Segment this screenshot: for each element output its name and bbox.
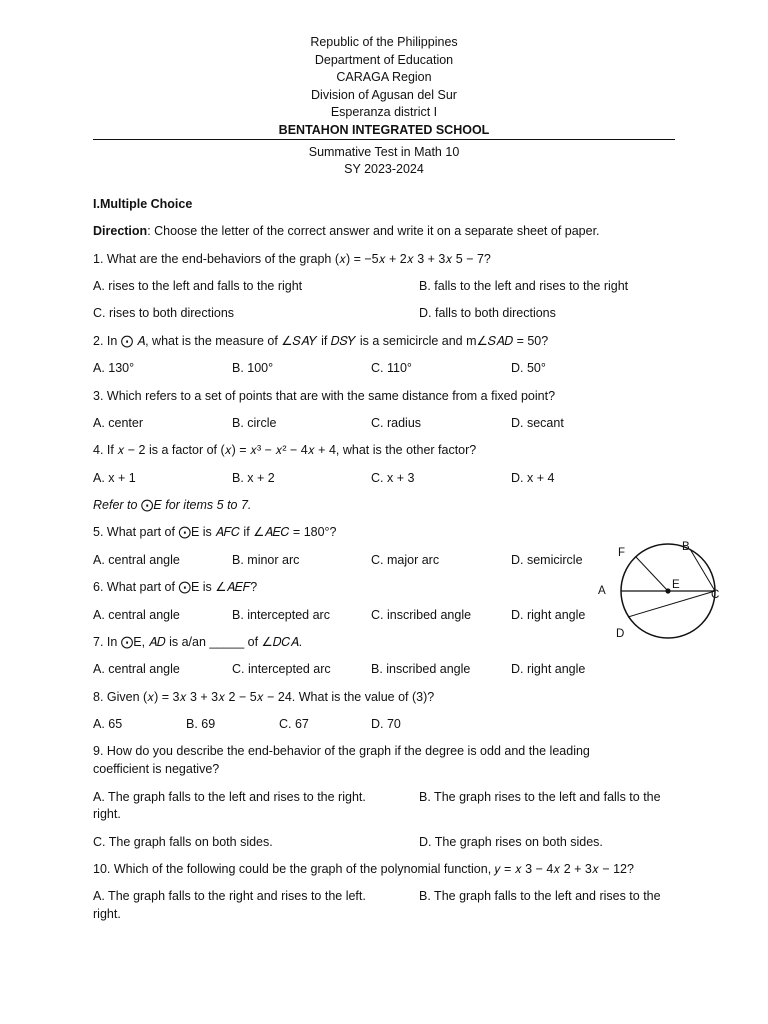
direction-label: Direction: [93, 224, 148, 238]
label-f: F: [618, 547, 626, 559]
label-c: C: [711, 589, 720, 601]
q6-choice-c: C. inscribed angle: [371, 608, 472, 622]
chord-bc: [690, 549, 715, 591]
q6-choice-b: B. intercepted arc: [232, 608, 330, 622]
q10-choice-b-cont: right.: [93, 907, 121, 921]
question-9: 9. How do you describe the end-behavior of the graph if the degree is odd and the leading: [93, 744, 590, 758]
header-divider: [93, 139, 675, 140]
center-point-e: [665, 588, 670, 593]
school-year: SY 2023-2024: [344, 162, 424, 176]
header-line-republic: Republic of the Philippines: [310, 35, 458, 49]
header-line-division: Division of Agusan del Sur: [311, 87, 457, 102]
question-4: 4. If 𝑥 − 2 is a factor of (𝑥) = 𝑥³ − 𝑥² − 4𝑥 + 4, what is the other factor?: [93, 443, 477, 457]
circle-e-figure: [590, 535, 740, 645]
question-8: 8. Given (𝑥) = 3𝑥 3 + 3𝑥 2 − 5𝑥 − 24. What is the value of (3)?: [93, 690, 435, 704]
q6-choice-d: D. right angle: [511, 608, 586, 622]
school-name: BENTAHON INTEGRATED SCHOOL: [278, 122, 490, 137]
q9-choice-c: C. The graph falls on both sides.: [93, 835, 273, 849]
test-subheader: [0, 144, 768, 178]
q4-choice-a: A. x + 1: [93, 471, 136, 485]
question-10: 10. Which of the following could be the graph of the polynomial function, 𝑦 = 𝑥 3 − 4𝑥 2 + 3𝑥 − 12?: [93, 862, 634, 876]
q2-choice-a: A. 130°: [93, 361, 135, 375]
header-line-department: Department of Education: [314, 52, 454, 67]
label-b: B: [682, 541, 690, 553]
q8-choice-d: D. 70: [371, 717, 401, 731]
direction-text: : Choose the letter of the correct answer and write it on a separate sheet of paper.: [147, 224, 600, 238]
q7-choice-a: A. central angle: [93, 662, 180, 676]
q9-choice-b: B. The graph rises to the left and falls to the: [419, 790, 661, 804]
question-6: 6. What part of ⨀E is ∠𝐴𝐸𝐹?: [93, 580, 258, 594]
q5-choice-c: C. major arc: [371, 553, 440, 567]
q8-choice-b: B. 69: [186, 717, 216, 731]
q4-choice-d: D. x + 4: [511, 471, 555, 485]
q1-choice-d: D. falls to both directions: [419, 306, 556, 320]
q3-choice-d: D. secant: [511, 416, 564, 430]
question-5: 5. What part of ⨀E is 𝐴𝐹𝐶 if ∠𝐴𝐸𝐶 = 180°?: [93, 525, 337, 539]
label-e: E: [672, 579, 680, 591]
label-a: A: [598, 585, 606, 597]
refer-note: Refer to ⨀E for items 5 to 7.: [93, 498, 252, 512]
chord-dc: [628, 591, 715, 617]
question-9-cont: coefficient is negative?: [93, 762, 220, 776]
q9-choice-a: A. The graph falls to the left and rises to the right.: [93, 790, 366, 804]
header-line-region: CARAGA Region: [336, 70, 432, 85]
q3-choice-b: B. circle: [232, 416, 277, 430]
q9-choice-d: D. The graph rises on both sides.: [419, 835, 603, 849]
q7-choice-d: D. right angle: [511, 662, 586, 676]
q10-choice-b: B. The graph falls to the left and rises to the: [419, 889, 661, 903]
label-d: D: [616, 628, 625, 640]
q1-choice-b: B. falls to the left and rises to the right: [419, 279, 629, 293]
q3-choice-a: A. center: [93, 416, 144, 430]
radius-ef: [636, 557, 668, 591]
q3-choice-c: C. radius: [371, 416, 422, 430]
q8-choice-c: C. 67: [279, 717, 309, 731]
q1-choice-a: A. rises to the left and falls to the right: [93, 279, 303, 293]
q5-choice-a: A. central angle: [93, 553, 180, 567]
document-header: [0, 34, 768, 140]
q4-choice-c: C. x + 3: [371, 471, 415, 485]
q5-choice-b: B. minor arc: [232, 553, 300, 567]
direction-line: [93, 223, 600, 240]
header-line-district: Esperanza district I: [330, 105, 438, 120]
question-3: 3. Which refers to a set of points that are with the same distance from a fixed point?: [93, 389, 556, 403]
q7-choice-c: B. inscribed angle: [371, 662, 471, 676]
section-title: I.Multiple Choice: [93, 197, 193, 211]
question-1: 1. What are the end-behaviors of the graph (𝑥) = −5𝑥 + 2𝑥 3 + 3𝑥 5 − 7?: [93, 252, 491, 266]
q5-choice-d: D. semicircle: [511, 553, 583, 567]
q1-choice-c: C. rises to both directions: [93, 306, 235, 320]
q9-choice-b-cont: right.: [93, 807, 121, 821]
q8-choice-a: A. 65: [93, 717, 123, 731]
test-title: Summative Test in Math 10: [308, 145, 460, 159]
q4-choice-b: B. x + 2: [232, 471, 275, 485]
question-7: 7. In ⨀E, 𝐴𝐷 is a/an _____ of ∠𝐷𝐶𝐴.: [93, 635, 303, 649]
q2-choice-b: B. 100°: [232, 361, 274, 375]
q6-choice-a: A. central angle: [93, 608, 180, 622]
q7-choice-b: C. intercepted arc: [232, 662, 331, 676]
q2-choice-c: C. 110°: [371, 361, 412, 375]
question-2: 2. In ⨀ 𝐴, what is the measure of ∠𝑆𝐴𝑌 if 𝐷𝑆𝑌 is a semicircle and m∠𝑆𝐴𝐷 = 50?: [93, 334, 549, 348]
q2-choice-d: D. 50°: [511, 361, 546, 375]
q10-choice-a: A. The graph falls to the right and rises to the left.: [93, 889, 366, 903]
